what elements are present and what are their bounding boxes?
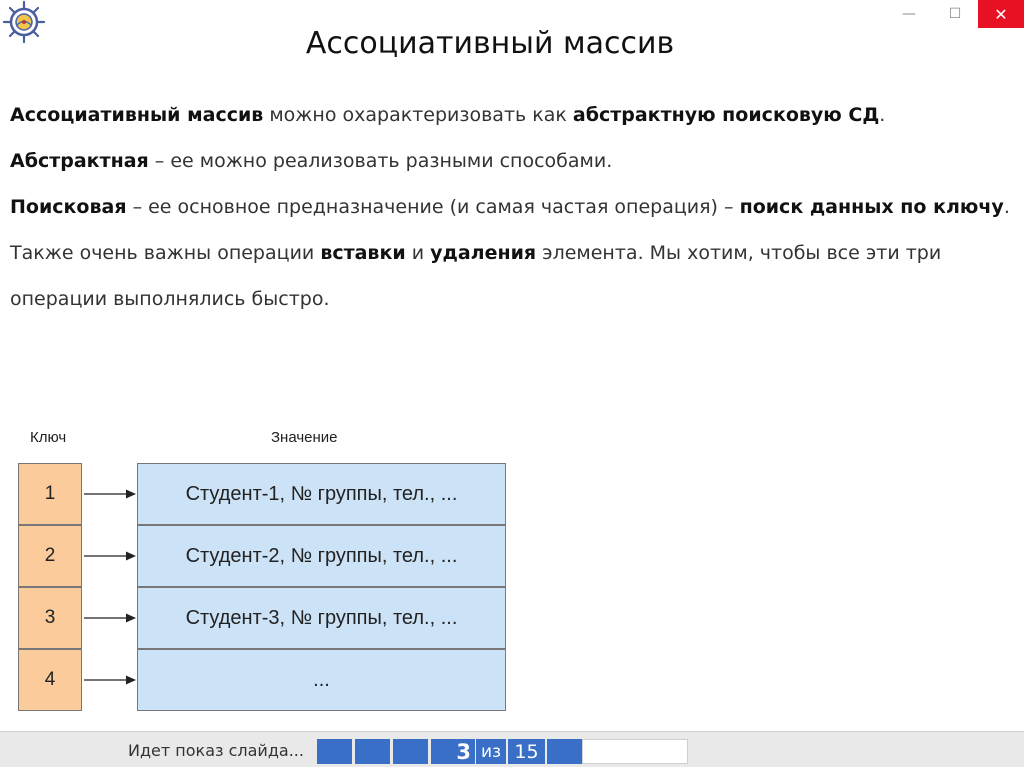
arrow-icon [82, 612, 137, 624]
progress-segment[interactable] [393, 739, 428, 764]
paragraph-search [10, 184, 1015, 322]
term-delete: удаления [430, 242, 537, 264]
slide-body [10, 92, 1015, 322]
progress-segment[interactable] [317, 739, 352, 764]
slideshow-status-text: Идет показ слайда... [128, 741, 304, 760]
text-span: и [405, 242, 431, 264]
window-controls [886, 0, 1024, 28]
progress-segment[interactable] [355, 739, 390, 764]
current-slide-number: 3 [431, 739, 475, 764]
term-search-by-key: поиск данных по ключу [739, 196, 1004, 218]
key-cell: 4 [18, 649, 82, 711]
close-button[interactable]: ✕ [978, 0, 1024, 28]
text-span: элемента. Мы хотим, чтобы все эти три операции выполнялись быстро. [10, 242, 942, 310]
of-label: из [476, 739, 506, 764]
value-cell: ... [137, 649, 506, 711]
maximize-button[interactable]: ☐ [948, 6, 962, 22]
term-associative-array: Ассоциативный массив [10, 104, 264, 126]
key-cell: 3 [18, 587, 82, 649]
term-abstract-search-ds: абстрактную поисковую СД [572, 104, 880, 126]
text-span: – ее основное предназначение (и самая частая операция) – [126, 196, 740, 218]
term-abstract: Абстрактная [10, 150, 149, 172]
key-column-label: Ключ [30, 429, 67, 446]
term-search: Поисковая [10, 196, 127, 218]
value-column-label: Значение [271, 429, 338, 446]
text-span: можно охарактеризовать как [263, 104, 573, 126]
arrow-icon [82, 488, 137, 500]
key-cell: 1 [18, 463, 82, 525]
progress-segment[interactable] [547, 739, 582, 764]
arrow-icon [82, 550, 137, 562]
arrow-icon [82, 674, 137, 686]
term-insert: вставки [320, 242, 406, 264]
paragraph-definition [10, 92, 1015, 138]
value-cell: Студент-3, № группы, тел., ... [137, 587, 506, 649]
slide-title: Ассоциативный массив [305, 26, 675, 61]
value-cell: Студент-2, № группы, тел., ... [137, 525, 506, 587]
total-slides-number: 15 [508, 739, 545, 764]
value-cell: Студент-1, № группы, тел., ... [137, 463, 506, 525]
progress-remaining [582, 739, 688, 764]
minimize-button[interactable]: — [902, 6, 916, 22]
text-span: – ее можно реализовать разными способами. [148, 150, 613, 172]
key-cell: 2 [18, 525, 82, 587]
paragraph-abstract [10, 138, 1015, 184]
text-span: . [879, 104, 886, 126]
text-span: . Также очень важны операции [10, 196, 1010, 264]
